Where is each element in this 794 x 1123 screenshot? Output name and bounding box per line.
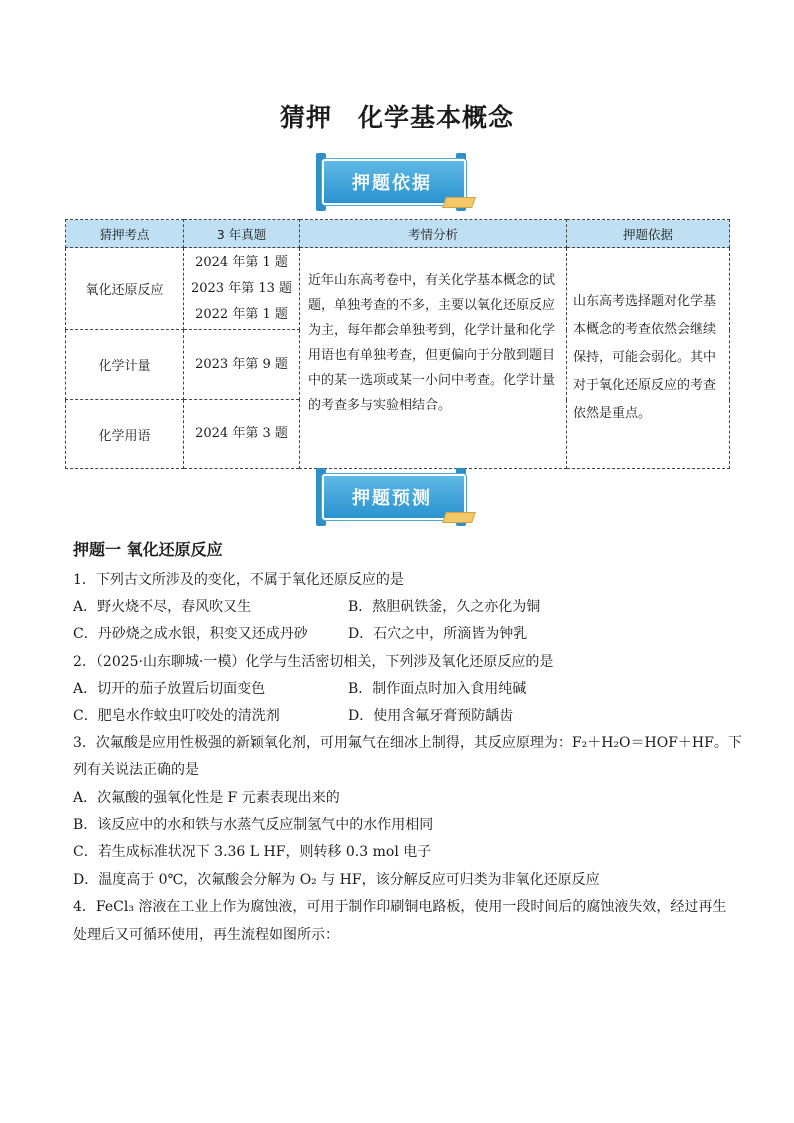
table-cell-years: 2024 年第 3 题 (184, 400, 300, 469)
question-2-option-c: C．肥皂水作蚊虫叮咬处的清洗剂 (73, 708, 280, 724)
table-cell-analysis: 近年山东高考卷中，有关化学基本概念的试题，单独考查的不多，主要以氧化还原反应为主，每年都会单独考到，化学计量和化学用语也有单独考查，但更偏向于分散到题目中的某一选项或某一小问中考查。化学计量的考查多与实验相结合。 (300, 248, 567, 469)
table-cell-topic: 化学计量 (66, 330, 184, 400)
question-3-option-a: A．次氟酸的强氧化性是 F 元素表现出来的 (73, 790, 340, 806)
question-2-option-d: D．使用含氟牙膏预防龋齿 (348, 708, 514, 724)
question-3-option-d: D．温度高于 0℃，次氟酸会分解为 O₂ 与 HF，该分解反应可归类为非氧化还原反应 (73, 872, 600, 888)
table-cell-topic: 化学用语 (66, 400, 184, 469)
question-3-option-c: C．若生成标准状况下 3.36 L HF，则转移 0.3 mol 电子 (73, 844, 432, 860)
table-cell-years: 2023 年第 9 题 (184, 330, 300, 400)
table-header: 考情分析 (300, 220, 567, 248)
question-1-option-d: D．石穴之中，所滴皆为钟乳 (348, 626, 528, 642)
question-1-option-c: C．丹砂烧之成水银，积变又还成丹砂 (73, 626, 308, 642)
banner-basis-label: 押题依据 (352, 173, 432, 194)
table-cell-topic: 氧化还原反应 (66, 248, 184, 330)
table-header: 押题依据 (567, 220, 730, 248)
question-1-option-b: B．熬胆矾铁釜，久之亦化为铜 (348, 599, 541, 615)
question-1-stem: 1．下列古文所涉及的变化，不属于氧化还原反应的是 (73, 572, 404, 588)
page-title: 猜押 化学基本概念 (279, 103, 514, 132)
banner-prediction (316, 468, 474, 526)
question-3-stem: 3．次氟酸是应用性极强的新颖氧化剂，可用氟气在细冰上制得，其反应原理为：F₂＋H₂O＝HOF＋HF。下 (73, 735, 742, 751)
question-4-stem-cont: 处理后又可循环使用，再生流程如图所示： (73, 927, 339, 943)
banner-basis (316, 153, 474, 211)
table-header: 3 年真题 (184, 220, 300, 248)
question-2-option-b: B．制作面点时加入食用纯碱 (348, 681, 527, 697)
question-2-stem: 2．（2025·山东聊城·一模）化学与生活密切相关，下列涉及氧化还原反应的是 (73, 654, 554, 670)
question-2-option-a: A．切开的茄子放置后切面变色 (73, 681, 266, 697)
table-header: 猜押考点 (66, 220, 184, 248)
book-icon (442, 512, 476, 523)
table-cell-basis: 山东高考选择题对化学基本概念的考查依然会继续保持，可能会弱化。其中对于氧化还原反应的考查依然是重点。 (567, 248, 730, 469)
question-3-stem-cont: 列有关说法正确的是 (73, 762, 199, 778)
exam-basis-table (65, 219, 730, 469)
section-heading: 押题一 氧化还原反应 (73, 540, 223, 559)
question-4-stem: 4．FeCl₃ 溶液在工业上作为腐蚀液，可用于制作印刷铜电路板，使用一段时间后的腐蚀液失效，经过再生 (73, 899, 727, 915)
book-icon (442, 197, 476, 208)
table-cell-years: 2024 年第 1 题 2023 年第 13 题 2022 年第 1 题 (184, 248, 300, 330)
question-3-option-b: B．该反应中的水和铁与水蒸气反应制氢气中的水作用相同 (73, 817, 434, 833)
question-1-option-a: A．野火烧不尽，春风吹又生 (73, 599, 252, 615)
banner-prediction-label: 押题预测 (352, 488, 432, 509)
